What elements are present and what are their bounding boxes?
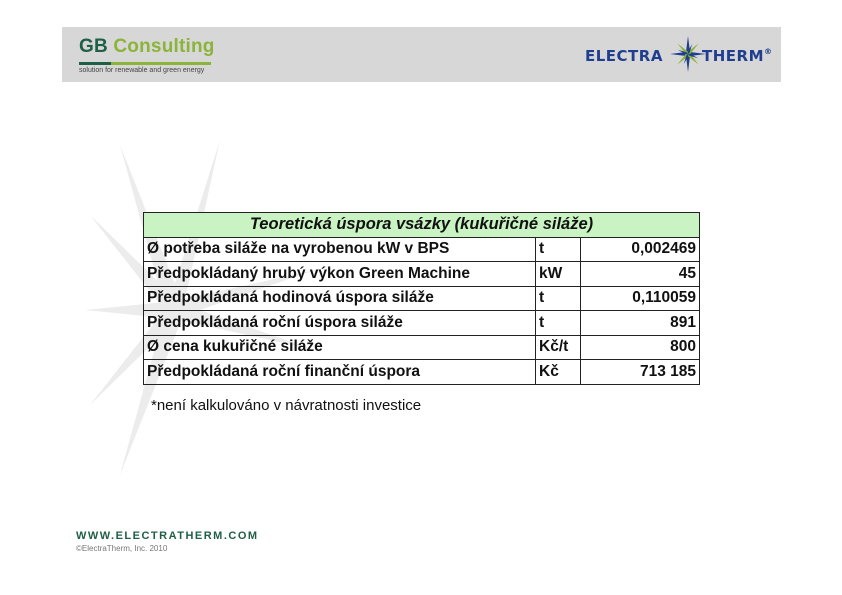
electratherm-logo xyxy=(585,35,773,75)
row-label: Předpokládaná hodinová úspora siláže xyxy=(144,286,536,311)
row-label: Předpokládaná roční úspora siláže xyxy=(144,311,536,336)
gb-logo-bar xyxy=(79,62,211,65)
table-row xyxy=(144,335,700,360)
row-label: Ø cena kukuřičné siláže xyxy=(144,335,536,360)
table-title: Teoretická úspora vsázky (kukuřičné siláže) xyxy=(144,213,700,238)
row-unit: t xyxy=(536,237,581,262)
footnote: *není kalkulováno v návratnosti investice xyxy=(151,397,422,414)
row-label: Předpokládaná roční finanční úspora xyxy=(144,360,536,385)
footer-url-link[interactable]: WWW.ELECTRATHERM.COM xyxy=(76,530,259,542)
table-row xyxy=(144,262,700,287)
table-row xyxy=(144,286,700,311)
electratherm-logo-mark: ® xyxy=(764,47,773,56)
electratherm-logo-right xyxy=(702,47,773,65)
row-value: 0,002469 xyxy=(581,237,700,262)
footer-copyright: ©ElectraTherm, Inc. 2010 xyxy=(76,544,168,553)
gb-logo-tagline: solution for renewable and green energy xyxy=(79,67,205,74)
electratherm-logo-right-text: THERM xyxy=(702,47,765,65)
row-value: 0,110059 xyxy=(581,286,700,311)
row-label: Ø potřeba siláže na vyrobenou kW v BPS xyxy=(144,237,536,262)
row-value: 45 xyxy=(581,262,700,287)
row-unit: t xyxy=(536,286,581,311)
savings-table xyxy=(143,212,700,385)
row-unit: Kč xyxy=(536,360,581,385)
table-row xyxy=(144,360,700,385)
row-label: Předpokládaný hrubý výkon Green Machine xyxy=(144,262,536,287)
row-unit: t xyxy=(536,311,581,336)
row-unit: kW xyxy=(536,262,581,287)
header-band xyxy=(62,27,781,82)
table-row xyxy=(144,237,700,262)
row-value: 800 xyxy=(581,335,700,360)
row-unit: Kč/t xyxy=(536,335,581,360)
gb-logo-name-gb: GB xyxy=(79,36,114,57)
table-title-row xyxy=(144,213,700,238)
electratherm-logo-left: ELECTRA xyxy=(585,47,663,65)
gb-logo-title xyxy=(79,36,215,58)
gb-consulting-logo xyxy=(79,36,215,74)
row-value: 891 xyxy=(581,311,700,336)
row-value: 713 185 xyxy=(581,360,700,385)
table-row xyxy=(144,311,700,336)
gb-logo-name-consulting: Consulting xyxy=(113,36,215,57)
